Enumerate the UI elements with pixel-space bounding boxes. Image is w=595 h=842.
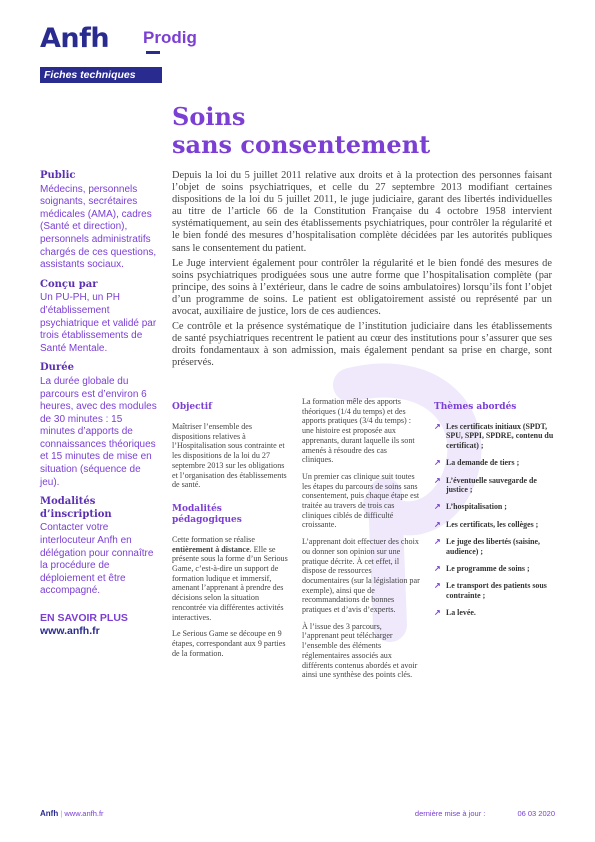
arrow-icon: ↗ bbox=[434, 564, 441, 574]
footer-link[interactable]: www.anfh.fr bbox=[64, 809, 104, 818]
footer bbox=[40, 809, 555, 818]
theme-item bbox=[434, 581, 560, 600]
theme-label: L’éventuelle sauvegarde de justice ; bbox=[446, 475, 537, 495]
modalites-emphasis: entièrement à distance bbox=[172, 544, 250, 554]
theme-label: Les certificats, les collèges ; bbox=[446, 519, 539, 529]
sidebar-heading-inscription: Modalités d’inscription bbox=[40, 496, 112, 520]
sidebar-text-public: Médecins, personnels soignants, secrétaires médicales (AMA), cadres (Santé et direction), personnels administratifs chargés de ces questions, assistants sociaux. bbox=[40, 183, 157, 271]
sidebar-text-duree: La durée globale du parcours est d’environ 6 heures, avec des modules de 30 minutes : 15 minutes d’apports de connaissances théoriques et 15 minutes de mise en situation (séquence de jeu). bbox=[40, 375, 157, 488]
themes-list bbox=[434, 422, 560, 618]
arrow-icon: ↗ bbox=[434, 502, 441, 512]
intro-paragraph: Ce contrôle et la présence systématique de l’institution judiciaire dans les établissements de santé psychiatriques recentrent le patient au cœur des institutions pour s’assurer que ses droits fondamentaux à son admission, mais également pendant sa prise en charge, sont préservés. bbox=[172, 321, 552, 369]
theme-item bbox=[434, 476, 560, 495]
themes-heading: Thèmes abordés bbox=[434, 402, 517, 412]
arrow-icon: ↗ bbox=[434, 537, 441, 547]
format-paragraph: À l’issue des 3 parcours, l’apprenant peut télécharger l’ensemble des éléments réglementaires associés aux différents contenus abordés et avoir ainsi une synthèse des points clés. bbox=[302, 621, 418, 680]
modalites-heading-line-1: Modalités bbox=[172, 503, 222, 514]
modalites-text: Cette formation se réalise bbox=[172, 534, 255, 544]
modalites-paragraph-2: Le Serious Game se découpe en 9 étapes, correspondant aux 9 parties de la formation. bbox=[172, 629, 286, 658]
intro-text bbox=[172, 170, 552, 373]
section-label: Fiches techniques bbox=[40, 67, 162, 83]
modalites-text: . Elle se présente sous la forme d’un Serious Game, c’est-à-dire un support de formation ludique et immersif, amenant l’apprenant à prendre des décisions selon la situation rencontrée via différentes activités interactives. bbox=[172, 544, 288, 622]
theme-label: Le transport des patients sous contrainte ; bbox=[446, 581, 547, 600]
prodig-label: Prodig bbox=[143, 28, 197, 47]
theme-label: Les certificats initiaux (SPDT, SPU, SPPI, SPDRE, contenu du certificat) ; bbox=[446, 422, 554, 450]
objectif-heading: Objectif bbox=[172, 402, 213, 412]
sidebar-text-concu: Un PU-PH, un PH d’établissement psychiatrique et validé par trois établissements de Santé Mentale. bbox=[40, 292, 157, 354]
theme-item bbox=[434, 422, 560, 450]
arrow-icon: ↗ bbox=[434, 475, 441, 485]
theme-label: Le juge des libertés (saisine, audience) ; bbox=[446, 537, 541, 556]
theme-item bbox=[434, 520, 560, 529]
sidebar bbox=[40, 170, 158, 638]
intro-paragraph: Depuis la loi du 5 juillet 2011 relative aux droits et à la protection des personnes faisant l’objet de soins psychiatriques, et celle du 27 septembre 2013 modifiant certaines dispositions de la loi du 5 juillet 2011, le juge judiciaire, garant des libertés individuelles au titre de l’article 66 de la Constitution Française du 4 octobre 1958 intervient systématiquement, au sein des établissements psychiatriques, pour contrôler la régularité et le bien fondé des mesures d’hospitalisation complète décidées par les autorités publiques sans le consentement du patient. bbox=[172, 170, 552, 254]
theme-item bbox=[434, 608, 560, 617]
theme-item bbox=[434, 458, 560, 467]
modalites-heading-line-2: pédagogiques bbox=[172, 514, 242, 525]
arrow-icon: ↗ bbox=[434, 519, 441, 529]
more-info-label: EN SAVOIR PLUS bbox=[40, 612, 128, 624]
modalites-paragraph bbox=[172, 535, 292, 622]
arrow-icon: ↗ bbox=[434, 581, 441, 591]
column-themes bbox=[434, 397, 560, 626]
logo-underline bbox=[146, 51, 160, 54]
page-title bbox=[172, 103, 430, 159]
column-format bbox=[302, 397, 420, 687]
theme-label: L’hospitalisation ; bbox=[446, 502, 507, 512]
theme-label: La levée. bbox=[446, 608, 476, 618]
sidebar-heading-duree: Durée bbox=[40, 362, 74, 374]
title-line-1: Soins bbox=[172, 102, 246, 131]
arrow-icon: ↗ bbox=[434, 608, 441, 618]
objectif-text: Maîtriser l’ensemble des dispositions relatives à l’Hospitalisation sous contrainte et les dispositions de la loi du 27 septembre 2013 sur les obligations et l’organisation des établissements de santé. bbox=[172, 422, 287, 490]
format-paragraph: Un premier cas clinique suit toutes les étapes du parcours de soins sans consentement, puis chaque étape est traitée au travers de trois cas cliniques ciblés de difficulté croissante. bbox=[302, 471, 420, 530]
modalites-heading bbox=[172, 504, 292, 526]
theme-label: Le programme de soins ; bbox=[446, 564, 530, 574]
anfh-logo: Anfh bbox=[40, 23, 110, 54]
footer-update-label: dernière mise à jour : bbox=[414, 809, 486, 818]
column-objectif bbox=[172, 397, 292, 665]
theme-item bbox=[434, 564, 560, 573]
sidebar-heading-public: Public bbox=[40, 170, 76, 181]
theme-item bbox=[434, 537, 560, 556]
arrow-icon: ↗ bbox=[434, 422, 441, 431]
footer-separator: | bbox=[60, 809, 63, 818]
sidebar-heading-concu: Conçu par bbox=[40, 278, 98, 290]
footer-logo: Anfh bbox=[40, 809, 59, 818]
theme-label: La demande de tiers ; bbox=[446, 458, 520, 468]
sidebar-text-inscription: Contacter votre interlocuteur Anfh en délégation pour connaître la procédure de déploiement et être accompagné. bbox=[40, 522, 154, 597]
title-line-2: sans consentement bbox=[172, 130, 431, 159]
theme-item bbox=[434, 502, 560, 511]
intro-paragraph: Le Juge intervient également pour contrôler la régularité et le bien fondé des mesures de soins psychiatriques prodiguées sous une autre forme que l’hospitalisation complète (par principe, des soins à l’extérieur, dans le cadre de soins ambulatoires) lorsqu’ils font l’objet d’un programme de soins. Le patient est obligatoirement assisté ou représenté par un avocat, auxiliaire de justice, lors de ces audiences. bbox=[172, 257, 552, 318]
format-paragraph: L’apprenant doit effectuer des choix ou donner son opinion sur une pratique décrite. À cet effet, il dispose de ressources documentaires (sur la législation par exemple), ainsi que de recommandations de bonnes pratiques et d’avis d’experts. bbox=[302, 537, 420, 615]
arrow-icon: ↗ bbox=[434, 458, 441, 468]
format-paragraph: La formation mêle des apports théoriques (1/4 du temps) et des apports pratiques (3/4 du temps) : une histoire est proposée aux apprenants, durant laquelle ils sont amenés à résoudre des cas cliniques. bbox=[302, 397, 415, 465]
more-info-link[interactable]: www.anfh.fr bbox=[40, 625, 100, 637]
footer-update bbox=[415, 809, 555, 818]
footer-date: 06 03 2020 bbox=[517, 809, 555, 818]
